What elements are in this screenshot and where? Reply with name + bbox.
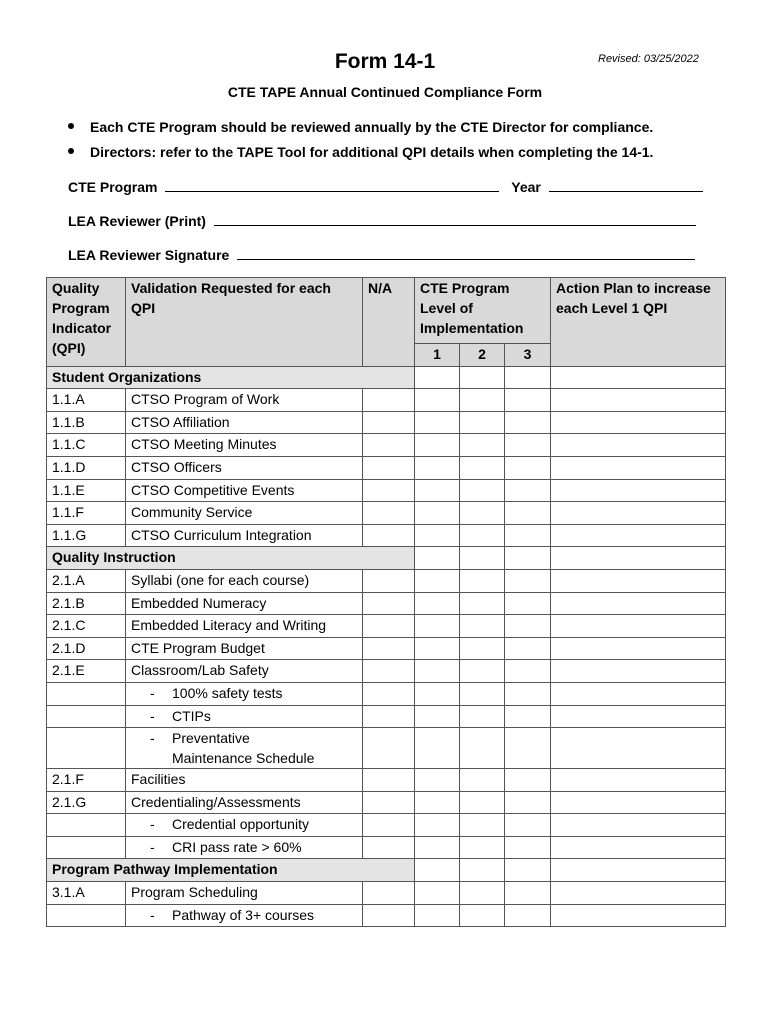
- validation-label: Syllabi (one for each course): [131, 571, 310, 588]
- action-plan-cell[interactable]: [551, 705, 726, 728]
- level-1-cell[interactable]: [415, 411, 460, 434]
- validation-text: [126, 592, 363, 615]
- bullet-icon: [68, 148, 74, 154]
- level-1-cell[interactable]: [415, 389, 460, 412]
- qpi-code: 2.1.A: [47, 569, 126, 592]
- action-plan-cell[interactable]: [551, 434, 726, 457]
- level-3-cell[interactable]: [505, 769, 551, 792]
- level-1-cell[interactable]: [415, 705, 460, 728]
- action-plan-cell[interactable]: [551, 859, 726, 882]
- level-3-cell[interactable]: [505, 904, 551, 927]
- action-plan-cell[interactable]: [551, 728, 726, 769]
- level-2-cell[interactable]: [460, 615, 505, 638]
- lea-signature-label: LEA Reviewer Signature: [68, 247, 230, 263]
- form-subtitle: CTE TAPE Annual Continued Compliance Form: [227, 84, 543, 100]
- level-cell[interactable]: [415, 547, 460, 570]
- level-1-cell[interactable]: [415, 637, 460, 660]
- level-2-cell[interactable]: [460, 814, 505, 837]
- level-2-cell[interactable]: [460, 836, 505, 859]
- validation-label: CRI pass rate > 60%: [172, 838, 302, 855]
- qpi-code: 3.1.A: [47, 882, 126, 905]
- level-2-cell[interactable]: [460, 569, 505, 592]
- level-2-cell[interactable]: [460, 728, 505, 769]
- level-cell[interactable]: [415, 859, 460, 882]
- validation-label: Facilities: [131, 771, 186, 788]
- qpi-code: [47, 682, 126, 705]
- table-row: [47, 904, 726, 927]
- validation-text: [126, 660, 363, 683]
- qpi-table: [46, 277, 726, 927]
- level-3-cell[interactable]: [505, 389, 551, 412]
- action-plan-cell[interactable]: [551, 660, 726, 683]
- instruction-item: Directors: refer to the TAPE Tool for additional QPI details when completing the 14-1.: [66, 142, 653, 167]
- qpi-code: [47, 836, 126, 859]
- na-cell[interactable]: [363, 836, 415, 859]
- level-3-cell[interactable]: [505, 502, 551, 525]
- level-2-cell[interactable]: [460, 592, 505, 615]
- section-row: [47, 547, 726, 570]
- section-title: Student Organizations: [47, 366, 415, 389]
- table-row: [47, 592, 726, 615]
- action-plan-cell[interactable]: [551, 637, 726, 660]
- level-3-cell[interactable]: [505, 882, 551, 905]
- na-cell[interactable]: [363, 791, 415, 814]
- validation-label: CTSO Affiliation: [131, 413, 230, 430]
- action-plan-cell[interactable]: [551, 592, 726, 615]
- level-1-cell[interactable]: [415, 479, 460, 502]
- qpi-code: 1.1.C: [47, 434, 126, 457]
- level-1-cell[interactable]: [415, 592, 460, 615]
- action-plan-cell[interactable]: [551, 791, 726, 814]
- validation-label: CTSO Program of Work: [131, 391, 280, 408]
- validation-text: [126, 728, 363, 769]
- lea-reviewer-field[interactable]: [214, 211, 696, 226]
- action-plan-cell[interactable]: [551, 615, 726, 638]
- level-3-cell[interactable]: [505, 814, 551, 837]
- action-plan-cell[interactable]: [551, 502, 726, 525]
- qpi-code: 2.1.F: [47, 769, 126, 792]
- validation-text: [126, 411, 363, 434]
- level-2-cell[interactable]: [460, 434, 505, 457]
- year-field[interactable]: [549, 177, 703, 192]
- level-2-cell[interactable]: [460, 411, 505, 434]
- level-3-header: 3: [505, 344, 551, 367]
- validation-text: [126, 456, 363, 479]
- cte-program-label: CTE Program: [68, 179, 158, 195]
- table-row: [47, 682, 726, 705]
- lea-signature-row: [68, 245, 695, 263]
- level-1-cell[interactable]: [415, 524, 460, 547]
- table-row: [47, 836, 726, 859]
- level-1-cell[interactable]: [415, 836, 460, 859]
- level-2-cell[interactable]: [460, 660, 505, 683]
- level-2-cell[interactable]: [460, 502, 505, 525]
- cte-program-row: [68, 177, 703, 195]
- validation-text: [126, 682, 363, 705]
- dash-marker: -: [150, 816, 155, 833]
- validation-text: [126, 836, 363, 859]
- qpi-code: 2.1.C: [47, 615, 126, 638]
- level-3-cell[interactable]: [505, 728, 551, 769]
- level-cell[interactable]: [415, 366, 460, 389]
- qpi-code: 2.1.B: [47, 592, 126, 615]
- qpi-code: [47, 904, 126, 927]
- level-3-cell[interactable]: [505, 592, 551, 615]
- action-plan-cell[interactable]: [551, 547, 726, 570]
- level-cell[interactable]: [505, 366, 551, 389]
- na-cell[interactable]: [363, 479, 415, 502]
- validation-label: CTE Program Budget: [131, 639, 265, 656]
- qpi-code: [47, 814, 126, 837]
- action-plan-cell[interactable]: [551, 836, 726, 859]
- qpi-code: 2.1.E: [47, 660, 126, 683]
- table-row: [47, 434, 726, 457]
- validation-text: [126, 904, 363, 927]
- table-row: [47, 791, 726, 814]
- level-1-cell[interactable]: [415, 791, 460, 814]
- level-3-cell[interactable]: [505, 615, 551, 638]
- dash-marker: -: [150, 684, 155, 701]
- table-row: [47, 660, 726, 683]
- na-cell[interactable]: [363, 569, 415, 592]
- level-1-cell[interactable]: [415, 769, 460, 792]
- na-cell[interactable]: [363, 660, 415, 683]
- level-1-cell[interactable]: [415, 882, 460, 905]
- level-3-cell[interactable]: [505, 836, 551, 859]
- level-2-cell[interactable]: [460, 456, 505, 479]
- instruction-list: [66, 117, 653, 167]
- qpi-code: 1.1.E: [47, 479, 126, 502]
- validation-text: [126, 882, 363, 905]
- table-row: [47, 769, 726, 792]
- validation-text: [126, 705, 363, 728]
- action-plan-cell[interactable]: [551, 682, 726, 705]
- qpi-code: 1.1.D: [47, 456, 126, 479]
- action-plan-cell[interactable]: [551, 366, 726, 389]
- na-cell[interactable]: [363, 524, 415, 547]
- table-row: [47, 456, 726, 479]
- validation-label: Classroom/Lab Safety: [131, 662, 269, 679]
- level-2-cell[interactable]: [460, 389, 505, 412]
- qpi-table-body: [47, 366, 726, 927]
- table-row: [47, 389, 726, 412]
- qpi-code: 1.1.A: [47, 389, 126, 412]
- action-plan-cell[interactable]: [551, 389, 726, 412]
- validation-label: CTSO Curriculum Integration: [131, 526, 312, 543]
- validation-label: CTSO Competitive Events: [131, 481, 295, 498]
- level-3-cell[interactable]: [505, 456, 551, 479]
- validation-label-continued: Maintenance Schedule: [172, 750, 315, 767]
- action-plan-cell[interactable]: [551, 904, 726, 927]
- table-row: [47, 502, 726, 525]
- na-cell[interactable]: [363, 814, 415, 837]
- validation-text: [126, 389, 363, 412]
- validation-label: Embedded Numeracy: [131, 594, 267, 611]
- level-3-cell[interactable]: [505, 660, 551, 683]
- na-header: N/A: [363, 278, 415, 367]
- level-2-cell[interactable]: [460, 479, 505, 502]
- action-plan-header: Action Plan to increase each Level 1 QPI: [551, 278, 726, 367]
- validation-text: [126, 814, 363, 837]
- level-2-cell[interactable]: [460, 524, 505, 547]
- action-plan-cell[interactable]: [551, 479, 726, 502]
- level-cell[interactable]: [460, 547, 505, 570]
- validation-text: [126, 569, 363, 592]
- level-1-cell[interactable]: [415, 682, 460, 705]
- action-plan-cell[interactable]: [551, 411, 726, 434]
- na-cell[interactable]: [363, 728, 415, 769]
- level-2-cell[interactable]: [460, 791, 505, 814]
- section-title: Quality Instruction: [47, 547, 415, 570]
- level-1-cell[interactable]: [415, 434, 460, 457]
- level-3-cell[interactable]: [505, 434, 551, 457]
- cte-program-field[interactable]: [165, 177, 499, 192]
- level-1-cell[interactable]: [415, 456, 460, 479]
- level-2-cell[interactable]: [460, 769, 505, 792]
- na-cell[interactable]: [363, 502, 415, 525]
- level-3-cell[interactable]: [505, 791, 551, 814]
- validation-label: Program Scheduling: [131, 884, 258, 901]
- level-2-header: 2: [460, 344, 505, 367]
- year-label: Year: [511, 179, 541, 195]
- level-1-cell[interactable]: [415, 728, 460, 769]
- table-row: [47, 615, 726, 638]
- validation-text: [126, 434, 363, 457]
- level-cell[interactable]: [505, 547, 551, 570]
- level-1-cell[interactable]: [415, 569, 460, 592]
- na-cell[interactable]: [363, 411, 415, 434]
- qpi-code: 2.1.G: [47, 791, 126, 814]
- level-2-cell[interactable]: [460, 637, 505, 660]
- table-row: [47, 814, 726, 837]
- level-cell[interactable]: [460, 366, 505, 389]
- validation-text: [126, 769, 363, 792]
- validation-label: Embedded Literacy and Writing: [131, 617, 327, 634]
- qpi-code: 1.1.F: [47, 502, 126, 525]
- dash-marker: -: [150, 730, 155, 747]
- table-row: [47, 479, 726, 502]
- level-cell[interactable]: [505, 859, 551, 882]
- level-1-header: 1: [415, 344, 460, 367]
- table-row: [47, 637, 726, 660]
- na-cell[interactable]: [363, 637, 415, 660]
- table-row: [47, 524, 726, 547]
- validation-label: Community Service: [131, 504, 253, 521]
- level-3-cell[interactable]: [505, 524, 551, 547]
- level-1-cell[interactable]: [415, 502, 460, 525]
- action-plan-cell[interactable]: [551, 882, 726, 905]
- section-row: [47, 366, 726, 389]
- lea-signature-field[interactable]: [237, 245, 695, 260]
- validation-label: Credentialing/Assessments: [131, 793, 301, 810]
- na-cell[interactable]: [363, 615, 415, 638]
- level-2-cell[interactable]: [460, 904, 505, 927]
- level-1-cell[interactable]: [415, 615, 460, 638]
- validation-text: [126, 479, 363, 502]
- level-3-cell[interactable]: [505, 411, 551, 434]
- bullet-icon: [68, 123, 74, 129]
- validation-label: CTSO Meeting Minutes: [131, 436, 277, 453]
- level-2-cell[interactable]: [460, 882, 505, 905]
- section-title: Program Pathway Implementation: [47, 859, 415, 882]
- validation-text: [126, 791, 363, 814]
- validation-label: Preventative: [172, 730, 250, 747]
- na-cell[interactable]: [363, 882, 415, 905]
- section-row: [47, 859, 726, 882]
- level-1-cell[interactable]: [415, 814, 460, 837]
- level-header: CTE Program Level of Implementation: [415, 278, 551, 344]
- qpi-code: [47, 728, 126, 769]
- lea-reviewer-label: LEA Reviewer (Print): [68, 213, 206, 229]
- revised-date: Revised: 03/25/2022: [598, 53, 699, 65]
- table-row: [47, 882, 726, 905]
- level-cell[interactable]: [460, 859, 505, 882]
- validation-label: Pathway of 3+ courses: [172, 906, 315, 923]
- action-plan-cell[interactable]: [551, 524, 726, 547]
- level-2-cell[interactable]: [460, 705, 505, 728]
- na-cell[interactable]: [363, 389, 415, 412]
- validation-label: Credential opportunity: [172, 816, 309, 833]
- na-cell[interactable]: [363, 434, 415, 457]
- validation-text: [126, 615, 363, 638]
- action-plan-cell[interactable]: [551, 769, 726, 792]
- level-1-cell[interactable]: [415, 660, 460, 683]
- level-3-cell[interactable]: [505, 682, 551, 705]
- na-cell[interactable]: [363, 456, 415, 479]
- table-row: [47, 728, 726, 769]
- validation-text: [126, 637, 363, 660]
- level-2-cell[interactable]: [460, 682, 505, 705]
- na-cell[interactable]: [363, 592, 415, 615]
- dash-marker: -: [150, 906, 155, 923]
- qpi-code: 2.1.D: [47, 637, 126, 660]
- na-cell[interactable]: [363, 769, 415, 792]
- table-row: [47, 569, 726, 592]
- lea-reviewer-row: [68, 211, 696, 229]
- action-plan-cell[interactable]: [551, 569, 726, 592]
- action-plan-cell[interactable]: [551, 814, 726, 837]
- table-row: [47, 411, 726, 434]
- validation-label: CTSO Officers: [131, 458, 222, 475]
- validation-header: Validation Requested for each QPI: [126, 278, 363, 367]
- validation-label: 100% safety tests: [172, 684, 283, 701]
- na-cell[interactable]: [363, 705, 415, 728]
- na-cell[interactable]: [363, 682, 415, 705]
- validation-label: CTIPs: [172, 707, 211, 724]
- dash-marker: -: [150, 707, 155, 724]
- validation-text: [126, 502, 363, 525]
- level-1-cell[interactable]: [415, 904, 460, 927]
- qpi-code: [47, 705, 126, 728]
- qpi-code: 1.1.G: [47, 524, 126, 547]
- action-plan-cell[interactable]: [551, 456, 726, 479]
- level-3-cell[interactable]: [505, 479, 551, 502]
- na-cell[interactable]: [363, 904, 415, 927]
- form-title: Form 14-1: [334, 50, 436, 73]
- level-3-cell[interactable]: [505, 705, 551, 728]
- table-row: [47, 705, 726, 728]
- dash-marker: -: [150, 838, 155, 855]
- validation-text: [126, 524, 363, 547]
- level-3-cell[interactable]: [505, 569, 551, 592]
- level-3-cell[interactable]: [505, 637, 551, 660]
- instruction-item: Each CTE Program should be reviewed annually by the CTE Director for compliance.: [66, 117, 653, 142]
- qpi-code: 1.1.B: [47, 411, 126, 434]
- qpi-header: Quality Program Indicator (QPI): [47, 278, 126, 367]
